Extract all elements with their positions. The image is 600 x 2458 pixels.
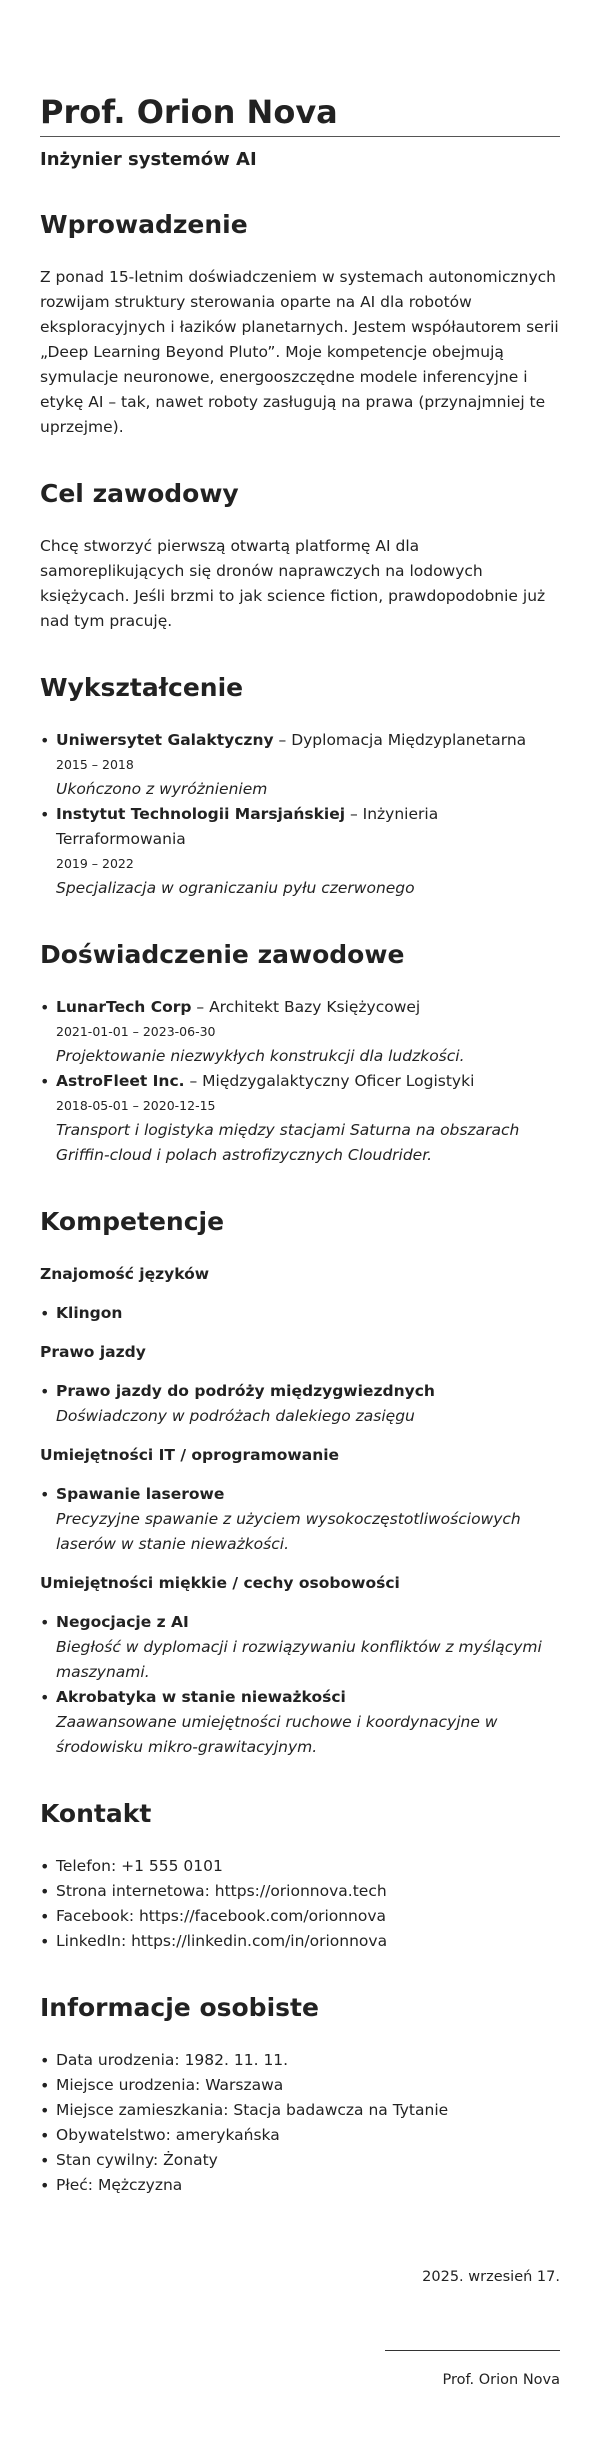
education-detail: – Inżynieria Terraformowania	[56, 805, 439, 848]
education-heading: Wykształcenie	[40, 673, 244, 702]
skills-it-heading: Umiejętności IT / oprogramowanie	[40, 1446, 340, 1464]
experience-note: Transport i logistyka między stacjami Saturna na obszarach Griffin-cloud i polach astrofizycznych Cloudrider.	[56, 1121, 520, 1164]
soft-skills-list	[40, 1610, 560, 1760]
personal-birthplace: • Miejsce urodzenia: Warszawa	[56, 2073, 560, 2098]
experience-detail: – Międzygalaktyczny Oficer Logistyki	[184, 1072, 475, 1090]
personal-marital-status: • Stan cywilny: Żonaty	[56, 2148, 560, 2173]
signature-line	[385, 2350, 560, 2351]
experience-detail: – Architekt Bazy Księżycowej	[191, 998, 421, 1016]
experience-list	[40, 995, 560, 1168]
education-list	[40, 728, 560, 901]
experience-section	[40, 939, 560, 1168]
skill-name: Negocjacje z AI	[56, 1613, 189, 1631]
skills-soft-heading: Umiejętności miękkie / cechy osobowości	[40, 1574, 400, 1592]
contact-facebook: • Facebook: https://facebook.com/orionnova	[56, 1904, 560, 1929]
company-name: LunarTech Corp	[56, 998, 192, 1016]
skill-note: Doświadczony w podróżach dalekiego zasięgu	[56, 1407, 415, 1425]
objective-section	[40, 478, 560, 634]
personal-residence: • Miejsce zamieszkania: Stacja badawcza na Tytanie	[56, 2098, 560, 2123]
education-section	[40, 672, 560, 901]
skill-note: Biegłość w dyplomacji i rozwiązywaniu konfliktów z myślącymi maszynami.	[56, 1638, 542, 1681]
skill-item	[56, 1379, 560, 1429]
education-dates: 2015 – 2018	[56, 757, 134, 772]
experience-item	[56, 1069, 560, 1168]
education-note: Ukończono z wyróżnieniem	[56, 780, 268, 798]
objective-heading: Cel zawodowy	[40, 479, 239, 508]
institution-name: Uniwersytet Galaktyczny	[56, 731, 274, 749]
personal-list	[40, 2048, 560, 2198]
it-skills-list	[40, 1482, 560, 1557]
intro-heading: Wprowadzenie	[40, 210, 248, 239]
languages-list	[40, 1301, 560, 1326]
skill-item	[56, 1685, 560, 1760]
person-name: Prof. Orion Nova	[40, 93, 338, 131]
education-item	[56, 728, 560, 802]
skill-note: Zaawansowane umiejętności ruchowe i koordynacyjne w środowisku mikro-grawitacyjnym.	[56, 1713, 498, 1756]
document-date: 2025. wrzesień 17.	[422, 2269, 560, 2285]
objective-text: Chcę stworzyć pierwszą otwartą platformę AI dla samoreplikujących się dronów naprawczych na lodowych księżycach. Jeśli brzmi to jak science fiction, prawdopodobnie już nad tym pracuję.	[40, 537, 546, 630]
skill-item	[56, 1610, 560, 1685]
personal-gender: • Płeć: Mężczyzna	[56, 2173, 560, 2198]
skill-item	[56, 1301, 560, 1326]
experience-heading: Doświadczenie zawodowe	[40, 940, 405, 969]
skill-note: Precyzyjne spawanie z użyciem wysokoczęstotliwościowych laserów w stanie nieważkości.	[56, 1510, 521, 1553]
contact-section	[40, 1798, 560, 1954]
education-note: Specjalizacja w ograniczaniu pyłu czerwonego	[56, 879, 415, 897]
skill-name: Akrobatyka w stanie nieważkości	[56, 1688, 346, 1706]
intro-section	[40, 209, 560, 440]
education-dates: 2019 – 2022	[56, 856, 134, 871]
skills-license-heading: Prawo jazdy	[40, 1343, 146, 1361]
personal-heading: Informacje osobiste	[40, 1993, 319, 2022]
intro-text: Z ponad 15-letnim doświadczeniem w systemach autonomicznych rozwijam struktury sterowania oparte na AI dla robotów eksploracyjnych i łazików planetarnych. Jestem współautorem serii „Deep Learning Beyond Pluto”. Moje kompetencje obejmują symulacje neuronowe, energooszczędne modele inferencyjne i etykę AI – tak, nawet roboty zasługują na prawa (przynajmniej te uprzejme).	[40, 268, 559, 436]
contact-linkedin: • LinkedIn: https://linkedin.com/in/orionnova	[56, 1929, 560, 1954]
personal-section	[40, 1992, 560, 2198]
contact-website: • Strona internetowa: https://orionnova.tech	[56, 1879, 560, 1904]
skill-name: Prawo jazdy do podróży międzygwiezdnych	[56, 1382, 435, 1400]
skills-languages-heading: Znajomość języków	[40, 1265, 210, 1283]
name-divider	[40, 136, 560, 137]
skill-name: Spawanie laserowe	[56, 1485, 225, 1503]
contact-phone: • Telefon: +1 555 0101	[56, 1854, 560, 1879]
skills-section	[40, 1206, 560, 1760]
experience-dates: 2018-05-01 – 2020-12-15	[56, 1098, 216, 1113]
contact-heading: Kontakt	[40, 1799, 152, 1828]
contact-list	[40, 1854, 560, 1954]
company-name: AstroFleet Inc.	[56, 1072, 185, 1090]
skill-item	[56, 1482, 560, 1557]
experience-dates: 2021-01-01 – 2023-06-30	[56, 1024, 216, 1039]
institution-name: Instytut Technologii Marsjańskiej	[56, 805, 346, 823]
signature-name: Prof. Orion Nova	[442, 2372, 560, 2388]
skills-heading: Kompetencje	[40, 1207, 225, 1236]
experience-note: Projektowanie niezwykłych konstrukcji dla ludzkości.	[56, 1047, 465, 1065]
education-item	[56, 802, 560, 901]
experience-item	[56, 995, 560, 1069]
license-list	[40, 1379, 560, 1429]
personal-citizenship: • Obywatelstwo: amerykańska	[56, 2123, 560, 2148]
job-title: Inżynier systemów AI	[40, 149, 257, 170]
personal-birthdate: • Data urodzenia: 1982. 11. 11.	[56, 2048, 560, 2073]
skill-name: Klingon	[56, 1304, 123, 1322]
education-detail: – Dyplomacja Międzyplanetarna	[273, 731, 527, 749]
